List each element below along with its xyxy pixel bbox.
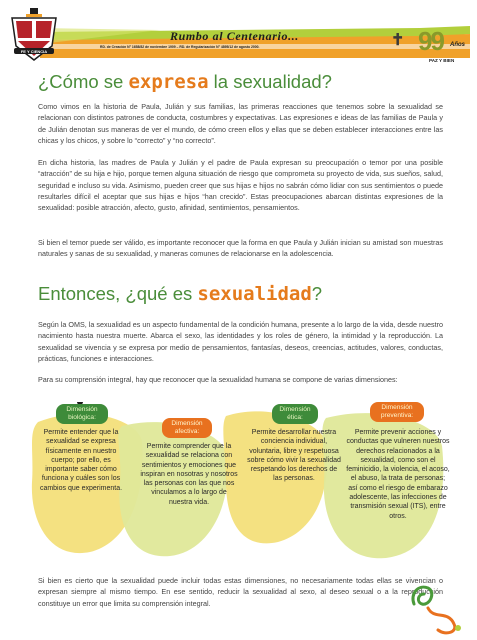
dimension-tag-afectiva: Dimensión afectiva: bbox=[162, 418, 212, 438]
anniversary-number: 99 bbox=[418, 26, 443, 56]
dimension-tag-etica: Dimensión ética: bbox=[272, 404, 318, 424]
section1-title-highlight: expresa bbox=[128, 71, 209, 93]
section2-paragraph-3: Si bien es cierto que la sexualidad puede incluir todas estas dimensiones, no necesariamente todas ellas se vivencian o expresan siempre al mismo tiempo. En ese sentido, reducir la sexualidad al sexo, al deseo sexual o a la reproducción constituye un error que limita su comprensión integral. bbox=[38, 576, 443, 608]
section2-title: Entonces, ¿qué es sexualidad? bbox=[38, 283, 323, 305]
page-header bbox=[0, 0, 477, 68]
school-logo bbox=[8, 6, 60, 64]
section2-title-highlight: sexualidad bbox=[197, 283, 312, 305]
anniversary-word: Años bbox=[450, 42, 465, 48]
section1-paragraph-1: Como vimos en la historia de Paula, Julián y sus familias, las primeras reacciones que tenemos sobre la sexualidad se relacionan con distintos patrones de conducta, costumbres y expectativas. Las expresiones e ideas de las familias de Paula y de Julián denotan sus maneras de ver el mundo, de cómo creen ellos y ellas que se deben establecer interacciones entre las chicas y los chicos, y sobre lo “correcto” y “no correcto”. bbox=[38, 102, 443, 145]
section1-paragraph-2: En dicha historia, las madres de Paula y Julián y el padre de Paula expresan su preocupación o temor por una posible “atracción” de su hija e hijo, porque temen alguna situación de riesgo que comprometa su proyecto de vida, sus sueños, salud, seguridad e incluso su vida. Asimismo, pueden creer que sus hijas e hijos no sabrán cómo lidiar con sus sentimientos o puede resultarles difícil el aceptar que sus hijas e hijos “han crecido”. Estas preocupaciones abarcan distintas expresiones de la sexualidad: posible atracción, afecto, gusto, afinidad, sentimientos, pensamientos. bbox=[38, 158, 443, 213]
banner-title: Rumbo al Centenario... bbox=[170, 29, 299, 43]
section2-paragraph-1: Según la OMS, la sexualidad es un aspecto fundamental de la condición humana, presente a lo largo de la vida, desde nuestro nacimiento hasta nuestra muerte. Abarca el sexo, las identidades y los roles de género, la intimidad y la reproducción. La sexualidad se vivencia y se expresa por medio de pensamientos, fantasías, deseos, creencias, actitudes, valores, conductas, prácticas, funciones e interacciones. bbox=[38, 320, 443, 363]
banner-subtitle: RD. de Creación N° 1658/82 de noviembre 1909 – RD. de Regularización N° 4895/12 de agosto 2000. bbox=[100, 45, 260, 49]
dimension-card-etica: Permite desarrollar nuestra conciencia individual, voluntaria, libre y respetuosa sobre cómo vivir la sexualidad respetando los derechos de las personas. bbox=[247, 429, 341, 483]
section1-title: ¿Cómo se expresa la sexualidad? bbox=[38, 71, 332, 93]
motto: PAZ Y BIEN bbox=[429, 58, 455, 63]
section2-paragraph-2: Para su comprensión integral, hay que reconocer que la sexualidad humana se compone de varias dimensiones: bbox=[38, 375, 398, 384]
dimension-card-afectiva: Permite comprender que la sexualidad se relaciona con sentimientos y emociones que inspiran en nosotras y nosotros las personas con las que nos vinculamos a lo largo de nuestra vida. bbox=[140, 443, 238, 506]
dimension-card-biologica: Permite entender que la sexualidad se expresa físicamente en nuestro cuerpo; por ello, es importante saber cómo funciona y cuáles son los cambios que experimenta. bbox=[39, 429, 123, 492]
dimension-tag-preventiva: Dimensión preventiva: bbox=[370, 402, 424, 422]
logo-text: FE Y CIENCIA bbox=[20, 49, 48, 54]
decorative-swirl bbox=[408, 580, 470, 636]
dimension-card-preventiva: Permite prevenir acciones y conductas que vulneren nuestros derechos relacionados a la sexualidad, como son el feminicidio, la violencia, el acoso, el abuso, la trata de personas; así como el riesgo de embarazo adolescente, las infecciones de transmisión sexual (ITS), entre otros. bbox=[346, 429, 450, 520]
tau-cross-icon: ✝ bbox=[391, 32, 405, 49]
section1-paragraph-3: Si bien el temor puede ser válido, es importante reconocer que la forma en que Paula y Julián inician su amistad son muestras naturales y sanas de su sexualidad, y maneras comunes de relacionarse en la adolescencia. bbox=[38, 238, 443, 259]
dimension-tag-biologica: Dimensión biológica: bbox=[56, 404, 108, 424]
